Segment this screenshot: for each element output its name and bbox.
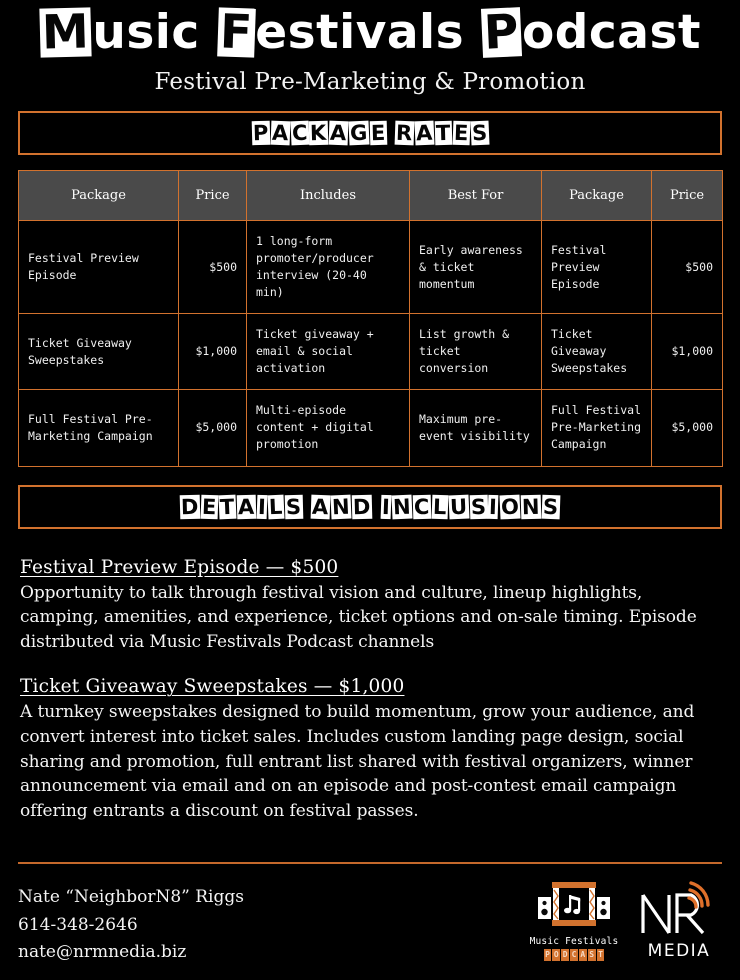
banner-letter: I <box>257 494 267 519</box>
cell-best-for: Maximum pre-event visibility <box>410 390 542 466</box>
banner-letter: E <box>201 494 218 519</box>
podcast-badge <box>544 949 605 961</box>
detail-heading: Ticket Giveaway Sweepstakes — $1,000 <box>20 676 405 698</box>
banner-letter: O <box>500 494 520 519</box>
banner-letter: A <box>329 121 348 146</box>
cell-price: $1,000 <box>179 314 247 390</box>
detail-body: A turnkey sweepstakes designed to build momentum, grow your audience, and convert interest into ticket sales. Includes custom landing page design, social sharing and promotion, full entrant list shared with festival organizers, winner announcement via email and on an episode and post-contest email campaign offering entrants a discount on festival passes. <box>20 702 695 821</box>
banner-letter: L <box>432 494 448 519</box>
contact-name: Nate “NeighborN8” Riggs <box>18 887 244 907</box>
column-header-best-for: Best For <box>410 171 542 221</box>
banner-letter: C <box>290 121 308 146</box>
table-row <box>19 221 723 314</box>
detail-heading: Festival Preview Episode — $500 <box>20 556 339 578</box>
banner-letter: N <box>331 494 351 519</box>
cell-price: $500 <box>179 221 247 314</box>
cell-price-2: $1,000 <box>652 314 723 390</box>
title-letter: M <box>41 4 91 61</box>
banner-letter: G <box>349 120 369 146</box>
nr-monogram-icon <box>637 881 721 943</box>
cell-package: Full Festival Pre-Marketing Campaign <box>19 390 179 466</box>
table-row <box>19 314 723 390</box>
contact-info <box>18 878 244 967</box>
cell-price: $5,000 <box>179 390 247 466</box>
podcast-badge-letter: O <box>553 950 559 959</box>
banner-letter: A <box>271 121 289 146</box>
page-footer <box>0 878 740 980</box>
detail-block <box>20 676 720 823</box>
podcast-badge-letter: S <box>589 950 595 959</box>
footer-divider <box>18 862 722 864</box>
banner-letter: N <box>521 494 541 519</box>
cell-price-2: $5,000 <box>652 390 723 466</box>
cell-best-for: Early awareness & ticket momentum <box>410 221 542 314</box>
column-header-package-2: Package <box>542 171 652 221</box>
banner-letter: K <box>310 121 328 146</box>
banner-letter: D <box>352 494 372 519</box>
cell-package: Festival Preview Episode <box>19 221 179 314</box>
music-festivals-logo-name: Music Festivals <box>529 936 619 947</box>
cell-includes: 1 long-form promoter/producer interview (20-40 min) <box>247 221 410 314</box>
footer-logos <box>526 878 722 961</box>
banner-letter: T <box>219 494 236 519</box>
banner-letter: I <box>488 494 499 519</box>
column-header-package: Package <box>19 171 179 221</box>
title-letter: P <box>482 4 521 61</box>
cell-package-2: Ticket Giveaway Sweepstakes <box>542 314 652 390</box>
banner-letter: S <box>542 494 560 519</box>
podcast-badge-letter: D <box>562 950 568 959</box>
detail-body: Opportunity to talk through festival vision and culture, lineup highlights, camping, amenities, and experience, ticket options and on-sale timing. Episode distributed via Music Festivals Podcast channels <box>20 582 697 652</box>
banner-letter: T <box>435 121 451 146</box>
details-sections <box>20 557 720 824</box>
banner-letter: A <box>237 494 255 519</box>
details-banner <box>18 485 722 529</box>
banner-letter: S <box>285 494 302 519</box>
banner-letter: P <box>252 121 270 146</box>
detail-block <box>20 557 720 655</box>
banner-letter: S <box>471 121 488 146</box>
page-subtitle: Festival Pre-Marketing & Promotion <box>154 69 586 96</box>
banner-letter: U <box>449 494 469 519</box>
banner-letter: R <box>395 121 414 146</box>
column-header-price-2: Price <box>652 171 723 221</box>
package-rates-table <box>18 170 723 466</box>
contact-email[interactable]: nate@nrmnedia.biz <box>18 942 187 963</box>
page-title: Music Festivals Podcast <box>41 4 701 61</box>
nr-media-wordmark: MEDIA <box>647 940 711 961</box>
cell-price-2: $500 <box>652 221 723 314</box>
music-festivals-podcast-logo <box>526 880 622 961</box>
podcast-badge-letter: P <box>545 950 550 959</box>
cell-best-for: List growth & ticket conversion <box>410 314 542 390</box>
podcast-badge-letter: C <box>571 950 577 959</box>
banner-letter: E <box>453 121 469 146</box>
column-header-price: Price <box>179 171 247 221</box>
banner-letter: D <box>180 494 200 519</box>
podcast-badge-letter: A <box>580 950 586 959</box>
column-header-includes: Includes <box>247 171 410 221</box>
banner-letter: S <box>470 494 487 519</box>
festival-stage-icon <box>536 880 612 934</box>
banner-letter: L <box>268 494 284 519</box>
cell-package-2: Full Festival Pre-Marketing Campaign <box>542 390 652 466</box>
cell-includes: Ticket giveaway + email & social activation <box>247 314 410 390</box>
nr-media-logo <box>636 881 722 961</box>
banner-letter: A <box>311 494 330 519</box>
contact-phone[interactable]: 614-348-2646 <box>18 914 138 935</box>
table-header-row <box>19 171 723 221</box>
table-row <box>19 390 723 466</box>
banner-letter: A <box>415 120 434 146</box>
package-rates-banner <box>18 111 722 155</box>
package-rates-banner-title <box>251 121 488 145</box>
package-rates-table-wrapper <box>18 170 722 466</box>
page-header <box>0 0 740 95</box>
banner-letter: C <box>414 494 431 519</box>
banner-letter: E <box>370 121 386 146</box>
banner-letter: I <box>381 494 391 519</box>
podcast-badge-letter: T <box>598 950 603 959</box>
details-banner-title <box>180 495 560 519</box>
cell-package: Ticket Giveaway Sweepstakes <box>19 314 179 390</box>
banner-letter: N <box>392 494 412 519</box>
cell-includes: Multi-episode content + digital promotion <box>247 390 410 466</box>
cell-package-2: Festival Preview Episode <box>542 221 652 314</box>
title-letter: F <box>218 4 254 61</box>
